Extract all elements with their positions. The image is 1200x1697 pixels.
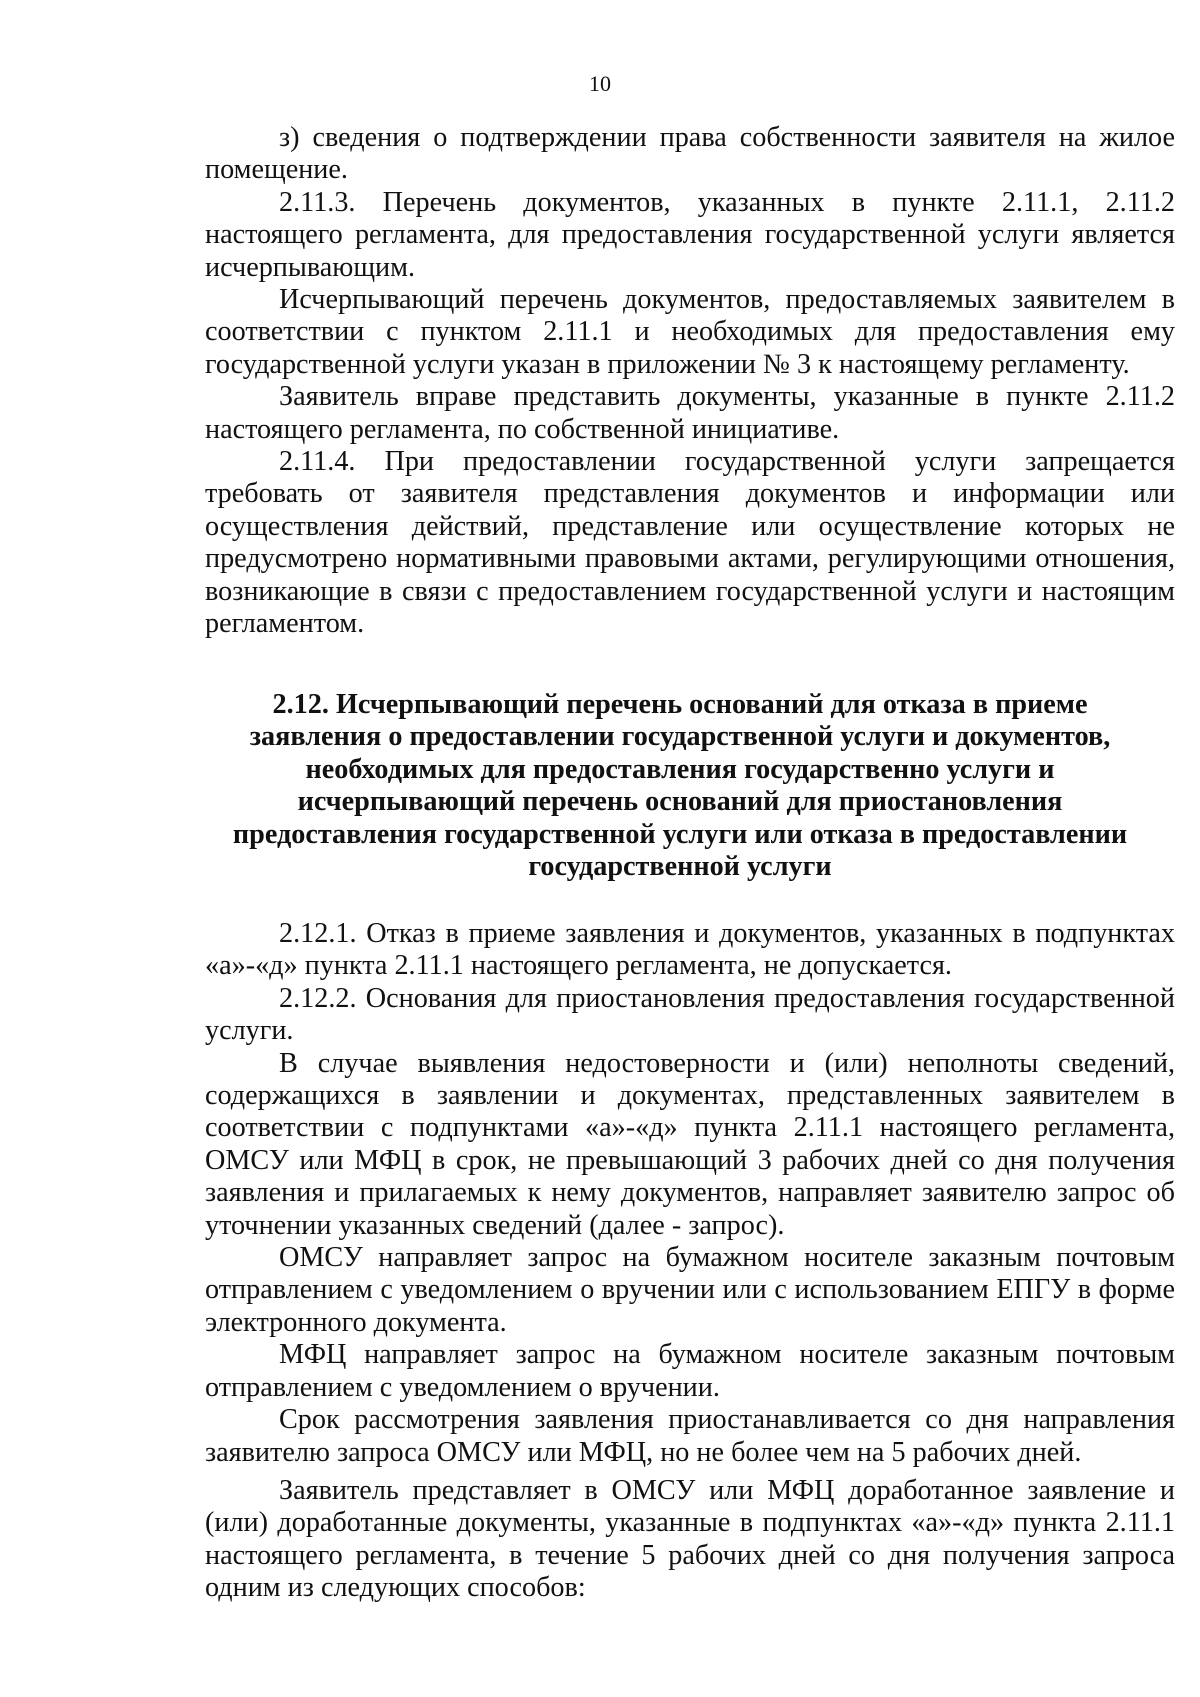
paragraph-property-rights: з) сведения о подтверждении права собственности заявителя на жилое помещение. [205, 122, 1175, 186]
paragraph-2-11-4: 2.11.4. При предоставлении государственной услуги запрещается требовать от заявителя представления документов и информации или осуществления действий, представление или осуществление которых не предусмотрено нормативными правовыми актами, регулирующими отношения, возникающие в связи с предоставлением государственной услуги и настоящим регламентом. [205, 446, 1175, 640]
page-number: 10 [589, 71, 611, 96]
paragraph-inaccuracy-case: В случае выявления недостоверности и (или) неполноты сведений, содержащихся в заявлении и документах, представленных заявителем в соответствии с подпунктами «а»-«д» пункта 2.11.1 настоящего регламента, ОМСУ или МФЦ в срок, не превышающий 3 рабочих дней со дня получения заявления и прилагаемых к нему документов, направляет заявителю запрос об уточнении указанных сведений (далее - запрос). [205, 1047, 1175, 1241]
paragraph-2-11-3: 2.11.3. Перечень документов, указанных в пункте 2.11.1, 2.11.2 настоящего регламента, для предоставления государственной услуги является исчерпывающим. [205, 186, 1175, 283]
paragraph-revised-submission: Заявитель представляет в ОМСУ или МФЦ доработанное заявление и (или) доработанные документы, указанные в подпунктах «а»-«д» пункта 2.11.1 настоящего регламента, в течение 5 рабочих дней со дня получения запроса одним из следующих способов: [205, 1474, 1175, 1604]
paragraph-2-12-2: 2.12.2. Основания для приостановления предоставления государственной услуги. [205, 982, 1175, 1047]
paragraph-omsu-request: ОМСУ направляет запрос на бумажном носителе заказным почтовым отправлением с уведомлением о вручении или с использованием ЕПГУ в форме электронного документа. [205, 1242, 1175, 1338]
text-block-bottom [205, 918, 1175, 1605]
section-heading-2-12: 2.12. Исчерпывающий перечень оснований для отказа в приеме заявления о предоставлении государственной услуги и документов, необходимых для предоставления государственно услуги и исчерпывающий перечень оснований для приостановления предоставления государственной услуги или отказа в предоставлении государственной услуги [232, 689, 1128, 883]
paragraph-2-12-1: 2.12.1. Отказ в приеме заявления и документов, указанных в подпунктах «а»-«д» пункта 2.11.1 настоящего регламента, не допускается. [205, 918, 1175, 982]
paragraph-applicant-initiative: Заявитель вправе представить документы, указанные в пункте 2.11.2 настоящего регламента, по собственной инициативе. [205, 381, 1175, 445]
paragraph-suspension-term: Срок рассмотрения заявления приостанавливается со дня направления заявителю запроса ОМСУ или МФЦ, но не более чем на 5 рабочих дней. [205, 1404, 1175, 1468]
paragraph-exhaustive-list: Исчерпывающий перечень документов, предоставляемых заявителем в соответствии с пунктом 2.11.1 и необходимых для предоставления ему государственной услуги указан в приложении № 3 к настоящему регламенту. [205, 284, 1175, 380]
text-block-top [205, 122, 1175, 641]
paragraph-mfc-request: МФЦ направляет запрос на бумажном носителе заказным почтовым отправлением с уведомлением о вручении. [205, 1339, 1175, 1403]
